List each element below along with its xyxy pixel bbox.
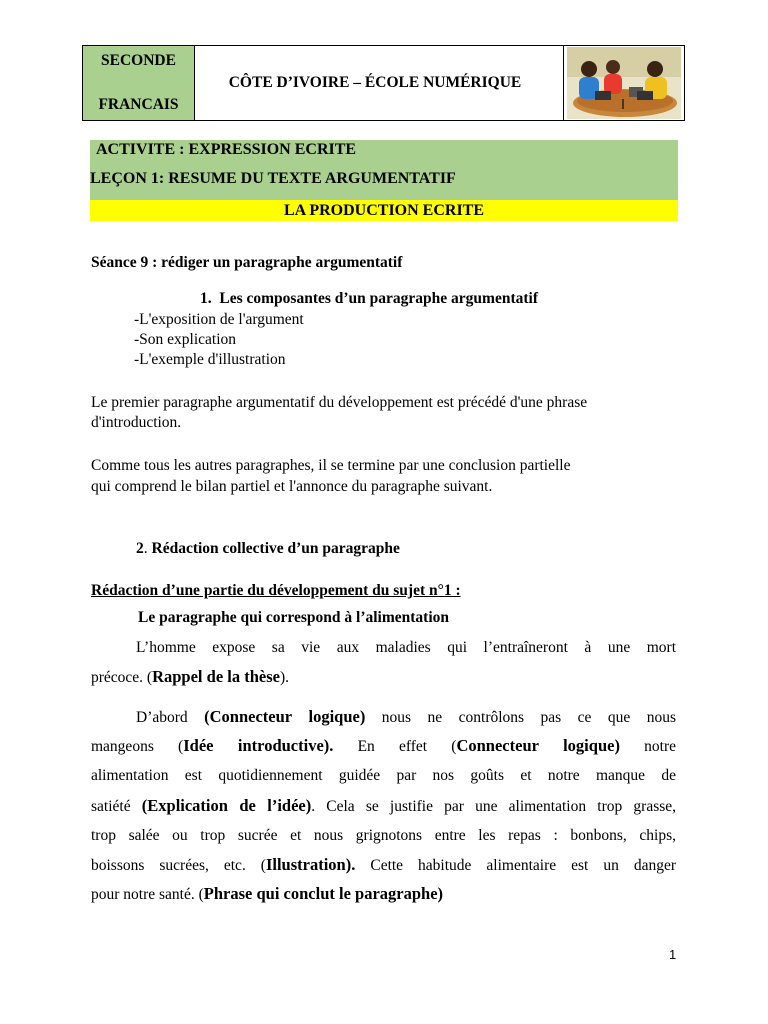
body-l2-c: ). bbox=[279, 669, 290, 686]
component-item: -L'exemple d'illustration bbox=[134, 351, 286, 368]
classroom-illustration bbox=[564, 46, 684, 120]
production-label: LA PRODUCTION ECRITE bbox=[283, 202, 485, 219]
section2-title: Rédaction collective d’un paragraphe bbox=[151, 540, 400, 557]
body-line-8 bbox=[91, 855, 676, 876]
body-line-2 bbox=[91, 667, 289, 688]
section2-heading bbox=[136, 539, 400, 559]
body-l8-c: Cette habitude alimentaire est un danger bbox=[355, 857, 676, 874]
body-line-9 bbox=[91, 884, 443, 905]
para1-line: Le premier paragraphe argumentatif du développement est précédé d'une phrase bbox=[91, 394, 588, 411]
intro-idea-label: Idée introductive). bbox=[183, 736, 334, 755]
section2-number: 2 bbox=[136, 540, 144, 557]
activity-band bbox=[90, 140, 678, 200]
para2-line: qui comprend le bilan partiel et l'annonce du paragraphe suivant. bbox=[91, 478, 493, 495]
seance-title: Séance 9 : rédiger un paragraphe argumentatif bbox=[91, 254, 403, 271]
connector-label: Connecteur logique) bbox=[456, 736, 620, 755]
explanation-label: (Explication de l’idée) bbox=[141, 796, 312, 815]
section1-title-b: d’un paragraphe bbox=[334, 290, 448, 307]
para1-line: d'introduction. bbox=[91, 414, 182, 431]
component-item: -Son explication bbox=[134, 331, 237, 348]
activity-label: ACTIVITE : EXPRESSION ECRITE bbox=[96, 141, 357, 158]
component-item: -L'exposition de l'argument bbox=[134, 311, 304, 328]
students-at-computers-icon bbox=[567, 47, 681, 119]
body-l6-c: . Cela se justifie par une alimentation trop grasse, bbox=[311, 798, 677, 815]
body-l8-a: boissons sucrées, etc. ( bbox=[91, 857, 266, 874]
level-cell bbox=[83, 46, 195, 120]
redaction-heading: Rédaction d’une partie du développement du sujet n°1 : bbox=[91, 582, 461, 599]
header-title: CÔTE D’IVOIRE – ÉCOLE NUMÉRIQUE bbox=[195, 46, 564, 120]
production-band bbox=[90, 200, 678, 221]
body-l3-a: D’abord bbox=[136, 709, 205, 726]
body-l4-a: mangeons ( bbox=[91, 738, 184, 755]
section1-number: 1. bbox=[200, 290, 212, 307]
body-l9-a: pour notre santé. ( bbox=[91, 886, 204, 903]
lesson-label: LEÇON 1: RESUME DU TEXTE ARGUMENTATIF bbox=[90, 170, 456, 187]
illustration-label: Illustration). bbox=[265, 855, 356, 874]
page-number: 1 bbox=[669, 947, 677, 962]
para2-line: Comme tous les autres paragraphes, il se termine par une conclusion partielle bbox=[91, 457, 571, 474]
body-l4-e: notre bbox=[619, 738, 676, 755]
conclusion-label: Phrase qui conclut le paragraphe) bbox=[203, 884, 444, 903]
body-l6-a: satiété bbox=[91, 798, 142, 815]
body-line-1: L’homme expose sa vie aux maladies qui l’entraîneront à une mort bbox=[136, 639, 676, 656]
connector-label: (Connecteur logique) bbox=[204, 707, 366, 726]
section1-title-a: Les composantes bbox=[219, 290, 335, 307]
sub-heading-b: l’alimentation bbox=[356, 609, 450, 626]
header-table bbox=[82, 45, 685, 121]
level-bottom: FRANCAIS bbox=[98, 96, 179, 113]
body-line-4 bbox=[91, 736, 676, 757]
section1-title-c: argumentatif bbox=[447, 290, 538, 307]
level-top: SECONDE bbox=[101, 52, 176, 69]
sub-heading bbox=[138, 608, 449, 628]
thesis-recall: Rappel de la thèse bbox=[152, 667, 280, 686]
section1-heading bbox=[200, 289, 538, 309]
sub-heading-a: Le paragraphe qui correspond à bbox=[138, 609, 357, 626]
body-l3-c: nous ne contrôlons pas ce que nous bbox=[365, 709, 676, 726]
body-line-3 bbox=[136, 707, 676, 728]
body-l2-a: précoce. ( bbox=[91, 669, 153, 686]
body-line-5: alimentation est quotidiennement guidée par nos goûts et notre manque de bbox=[91, 767, 676, 784]
section2-dot: . bbox=[143, 540, 152, 557]
body-line-7: trop salée ou trop sucrée et nous grignotons entre les repas : bonbons, chips, bbox=[91, 827, 676, 844]
body-line-6 bbox=[91, 796, 676, 817]
body-l4-c: En effet ( bbox=[333, 738, 457, 755]
